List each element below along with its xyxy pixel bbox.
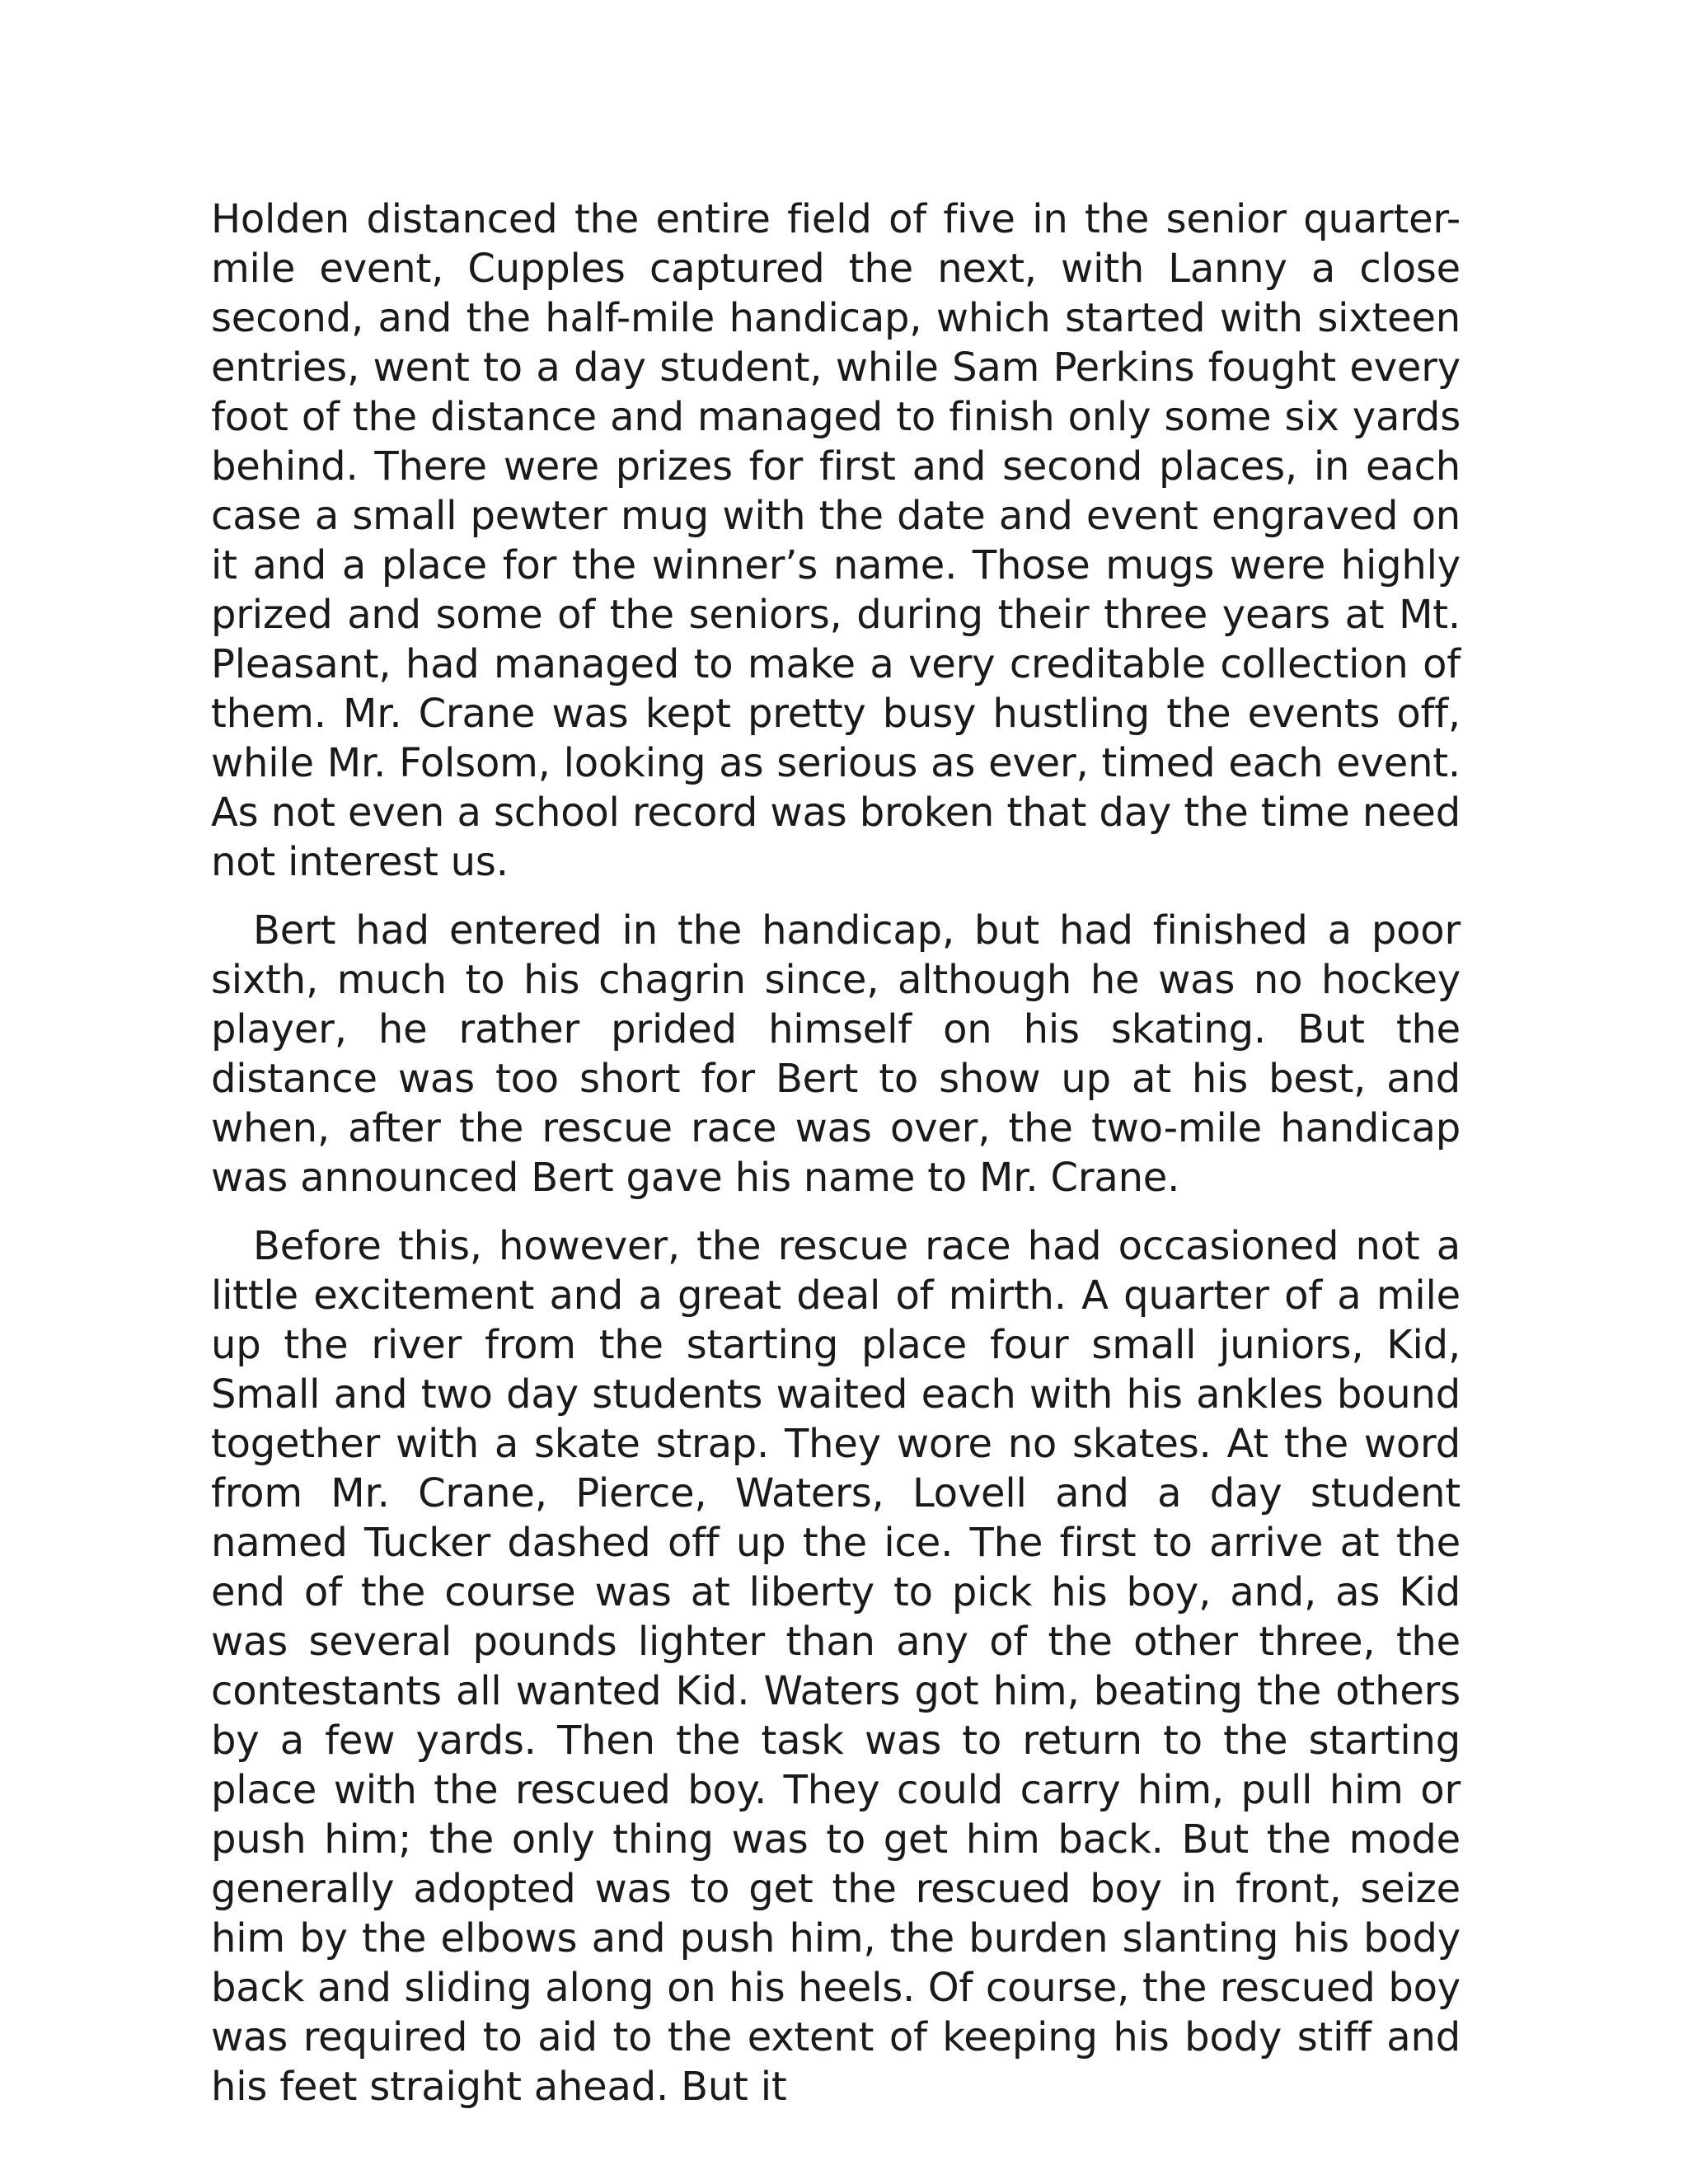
paragraph-1: Holden distanced the entire field of five in the senior quarter-mile event, Cupples captured the next, with Lanny a close second, and the half-mile handicap, which started with sixteen entries, went to a day student, while Sam Perkins fought every foot of the distance and managed to finish only some six yards behind. There were prizes for first and second places, in each case a small pewter mug with the date and event engraved on it and a place for the winner’s name. Those mugs were highly prized and some of the seniors, during their three years at Mt. Pleasant, had managed to make a very creditable collection of them. Mr. Crane was kept pretty busy hustling the events off, while Mr. Folsom, looking as serious as ever, timed each event. As not even a school record was broken that day the time need not interest us.: [211, 196, 1461, 885]
body-text: [211, 194, 1461, 2130]
paragraph-2: Bert had entered in the handicap, but had finished a poor sixth, much to his chagrin since, although he was no hockey player, he rather prided himself on his skating. But the distance was too short for Bert to show up at his best, and when, after the rescue race was over, the two-mile handicap was announced Bert gave his name to Mr. Crane.: [211, 907, 1461, 1201]
paragraph-3: Before this, however, the rescue race had occasioned not a little excitement and a great deal of mirth. A quarter of a mile up the river from the starting place four small juniors, Kid, Small and two day students waited each with his ankles bound together with a skate strap. They wore no skates. At the word from Mr. Crane, Pierce, Waters, Lovell and a day student named Tucker dashed off up the ice. The first to arrive at the end of the course was at liberty to pick his boy, and, as Kid was several pounds lighter than any of the other three, the contestants all wanted Kid. Waters got him, beating the others by a few yards. Then the task was to return to the starting place with the rescued boy. They could carry him, pull him or push him; the only thing was to get him back. But the mode generally adopted was to get the rescued boy in front, seize him by the elbows and push him, the burden slanting his body back and sliding along on his heels. Of course, the rescued boy was required to aid to the extent of keeping his body stiff and his feet straight ahead. But it: [211, 1223, 1461, 2110]
